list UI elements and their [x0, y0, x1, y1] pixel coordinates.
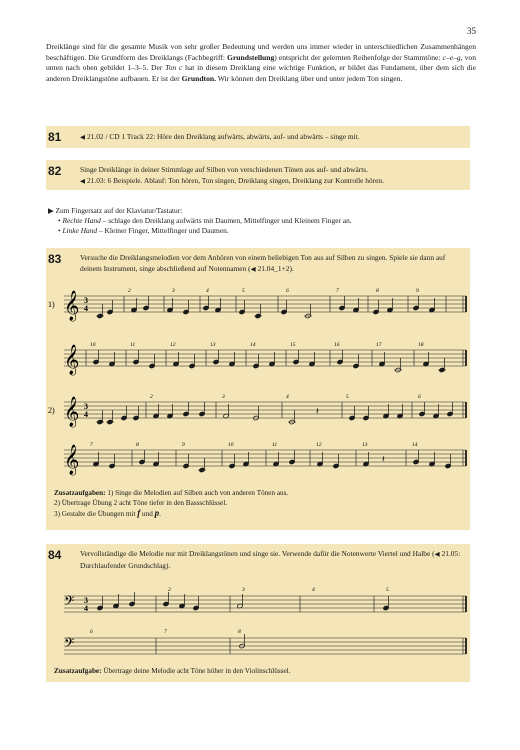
measure-number: 6: [418, 394, 421, 400]
time-signature-bottom: 4: [84, 410, 88, 419]
exercise-84-ref: 21.05: Durchlaufender Grundschlag).: [80, 549, 461, 570]
time-signature-top: 3: [84, 402, 88, 411]
measure-number: 5: [346, 394, 349, 400]
exercise-number: 81: [48, 130, 62, 144]
exercise-81-text: [80, 132, 464, 144]
measure-number: 7: [336, 288, 339, 294]
treble-clef-icon: 𝄞: [64, 345, 80, 374]
page-number: 35: [467, 26, 476, 36]
time-signature-top: 3: [84, 596, 88, 605]
measure-number: 8: [238, 629, 241, 635]
measure-numbers: [150, 393, 421, 400]
intro-notes: c–e–g: [442, 52, 461, 62]
exercise-number: 82: [48, 164, 62, 178]
note-group: [96, 402, 466, 425]
extra-task: .: [159, 510, 161, 518]
treble-clef-icon: 𝄞: [64, 291, 80, 320]
intro-text: Wir können den Dreiklang über und unter jedem Ton singen.: [216, 73, 403, 83]
measure-number: 10: [228, 442, 234, 448]
measure-number: 9: [416, 288, 419, 294]
staff-lines: [64, 296, 466, 312]
extra-task: 2) Übertrage Übung 2 acht Töne tiefer in den Bassschlüssel.: [54, 499, 228, 507]
intro-text: hat in diesem Dreiklang eine wichtige Funktion, er bildet das Fundament, über dem sich die anderen Dreiklangstöne aufbauen. Er ist der: [46, 63, 476, 83]
exercise-83-instruction: Versuche die Dreiklangsmelodien vor dem Anhören von einem beliebigen Ton aus auf Silben zu singen. Spiele sie dann auf deinem Instrument, singe abschließend auf Notennamen (: [80, 253, 446, 273]
bass-clef-icon: 𝄢: [64, 595, 75, 612]
melody-label: 2): [48, 406, 55, 415]
measure-numbers: [90, 341, 424, 348]
measure-number: 17: [376, 342, 382, 348]
measure-number: 12: [170, 342, 176, 348]
measure-number: 4: [312, 587, 315, 593]
note-group: [86, 350, 466, 373]
staff-lines: [64, 638, 466, 654]
exercise-83-box: [46, 248, 470, 530]
exercise-84-box: [46, 544, 470, 682]
fingering-tips: ▶ Zum Fingersatz auf der Klaviatur/Tastatur: • Rechte Hand – schlage den Dreiklang aufwärts mit Daumen, Mittelfinger und Kleinem Finger an. • Linke Hand – Kleiner Finger, Mittelfinger und Daumen.: [48, 206, 352, 235]
left-hand-text: – Kleiner Finger, Mittelfinger und Daumen.: [97, 226, 229, 235]
measure-number: 4: [286, 394, 289, 400]
measure-number: 6: [90, 629, 93, 635]
measure-number: 13: [210, 342, 216, 348]
left-hand-label: Linke Hand: [62, 226, 98, 235]
speaker-icon[interactable]: ◀: [434, 551, 440, 558]
speaker-icon[interactable]: ◀: [80, 177, 85, 185]
intro-paragraph: [46, 42, 476, 84]
exercise-number: 83: [48, 252, 62, 266]
measure-numbers: [168, 586, 389, 593]
note-group: [96, 296, 466, 319]
exercise-81-box: [46, 126, 470, 148]
measure-number: 2: [150, 394, 153, 400]
time-signature-bottom: 4: [84, 304, 88, 313]
exercise-82-line1: Singe Dreiklänge in deiner Stimmlage auf Silben von verschiedenen Tönen aus auf- und abwärts.: [80, 165, 369, 174]
dynamic-piano: p: [154, 508, 160, 518]
extra-label: Zusatzaufgabe:: [54, 667, 102, 675]
extra-task: Übertrage deine Melodie acht Töne höher in den Violinschlüssel.: [101, 667, 291, 675]
exercise-82-box: [46, 160, 470, 190]
bass-clef-icon: 𝄢: [64, 637, 75, 654]
measure-number: 9: [182, 442, 185, 448]
measure-number: 14: [250, 342, 256, 348]
right-hand-label: Rechte Hand: [62, 216, 101, 225]
intro-text: , von unten nach oben gebildet 1–3–5. Der: [46, 52, 477, 73]
measure-number: 7: [164, 629, 167, 635]
measure-number: 15: [290, 342, 296, 348]
measure-number: 3: [222, 394, 225, 400]
measure-number: 8: [136, 442, 139, 448]
exercise-82-line2: 21.03: 6 Beispiele. Ablauf: Ton hören, Ton singen, Dreiklang singen, Dreiklang zur Kontrolle hören.: [87, 175, 384, 185]
rest: 𝄽: [382, 454, 385, 464]
exercise-81-instruction: 21.02 / CD 1 Track 22: Höre den Dreiklang aufwärts, abwärts, auf- und abwärts – singe mit.: [87, 132, 360, 141]
intro-ton-c: Ton c: [165, 63, 183, 73]
exercise-84-instruction: Vervollständige die Melodie nur mit Dreiklangstönen und singe sie. Verwende dafür die Notenwerte Viertel und Halbe (: [80, 549, 435, 558]
speaker-icon[interactable]: ◀: [250, 265, 256, 273]
measure-number: 10: [90, 342, 96, 348]
note-group: [156, 634, 466, 654]
measure-number: 5: [386, 587, 389, 593]
staff-lines: [64, 596, 466, 612]
measure-number: 5: [242, 288, 245, 294]
measure-number: 4: [206, 288, 209, 294]
extra-task: und: [140, 510, 155, 518]
measure-number: 2: [168, 587, 171, 593]
time-signature-top: 3: [84, 296, 88, 305]
measure-number: 12: [316, 442, 322, 448]
right-hand-text: – schlage den Dreiklang aufwärts mit Daumen, Mittelfinger und Kleinem Finger an.: [100, 216, 352, 225]
rest: 𝄽: [316, 406, 319, 416]
measure-number: 3: [242, 587, 245, 593]
exercise-number: 84: [48, 548, 62, 562]
term-grundton: Grundton.: [181, 73, 216, 83]
intro-text: ) entspricht der gelernten Reihenfolge der Stammtöne:: [274, 52, 443, 62]
note-group: [97, 592, 466, 612]
measure-number: 3: [172, 288, 175, 294]
measure-numbers: [90, 441, 418, 448]
time-signature-bottom: 4: [84, 604, 88, 613]
melody-label: 1): [48, 300, 55, 309]
dynamic-forte: f: [137, 508, 141, 518]
extra-label: Zusatzaufgaben:: [54, 489, 106, 497]
measure-number: 18: [418, 342, 424, 348]
exercise-83-extra: [54, 488, 464, 519]
measure-number: 16: [334, 342, 340, 348]
triangle-right-icon: ▶: [48, 206, 54, 215]
measure-number: 11: [272, 442, 278, 448]
measure-number: 2: [128, 288, 131, 294]
exercise-83-ref: 21.04_1+2).: [257, 263, 294, 273]
speaker-icon[interactable]: ◀: [80, 134, 85, 141]
treble-clef-icon: 𝄞: [64, 445, 80, 474]
exercise-84-notation: [46, 544, 470, 682]
exercise-84-extra: [54, 666, 464, 676]
measure-number: 11: [130, 342, 136, 348]
fingering-header: Zum Fingersatz auf der Klaviatur/Tastatur:: [55, 206, 183, 215]
exercise-82-text: [80, 165, 464, 187]
extra-task: 1) Singe die Melodien auf Silben auch von anderen Tönen aus.: [105, 489, 289, 497]
treble-clef-icon: 𝄞: [64, 397, 80, 426]
intro-text: Dreiklänge sind für die gesamte Musik von sehr großer Bedeutung und werden uns immer wieder in unterschiedlichen Zusammenhängen beschäftigen. Die Grundform des Dreiklangs (Fachbegriff:: [46, 42, 476, 62]
measure-number: 6: [286, 288, 289, 294]
measure-number: 7: [90, 442, 93, 448]
measure-number: 14: [412, 442, 418, 448]
extra-task: 3) Gestalte die Übungen mit: [54, 510, 138, 518]
measure-numbers: [128, 287, 419, 294]
measure-number: 8: [376, 288, 379, 294]
measure-number: 13: [362, 442, 368, 448]
staff-lines: [64, 350, 466, 366]
measure-numbers: [90, 629, 241, 635]
term-grundstellung: Grundstellung: [227, 52, 275, 62]
note-group: [93, 450, 466, 473]
